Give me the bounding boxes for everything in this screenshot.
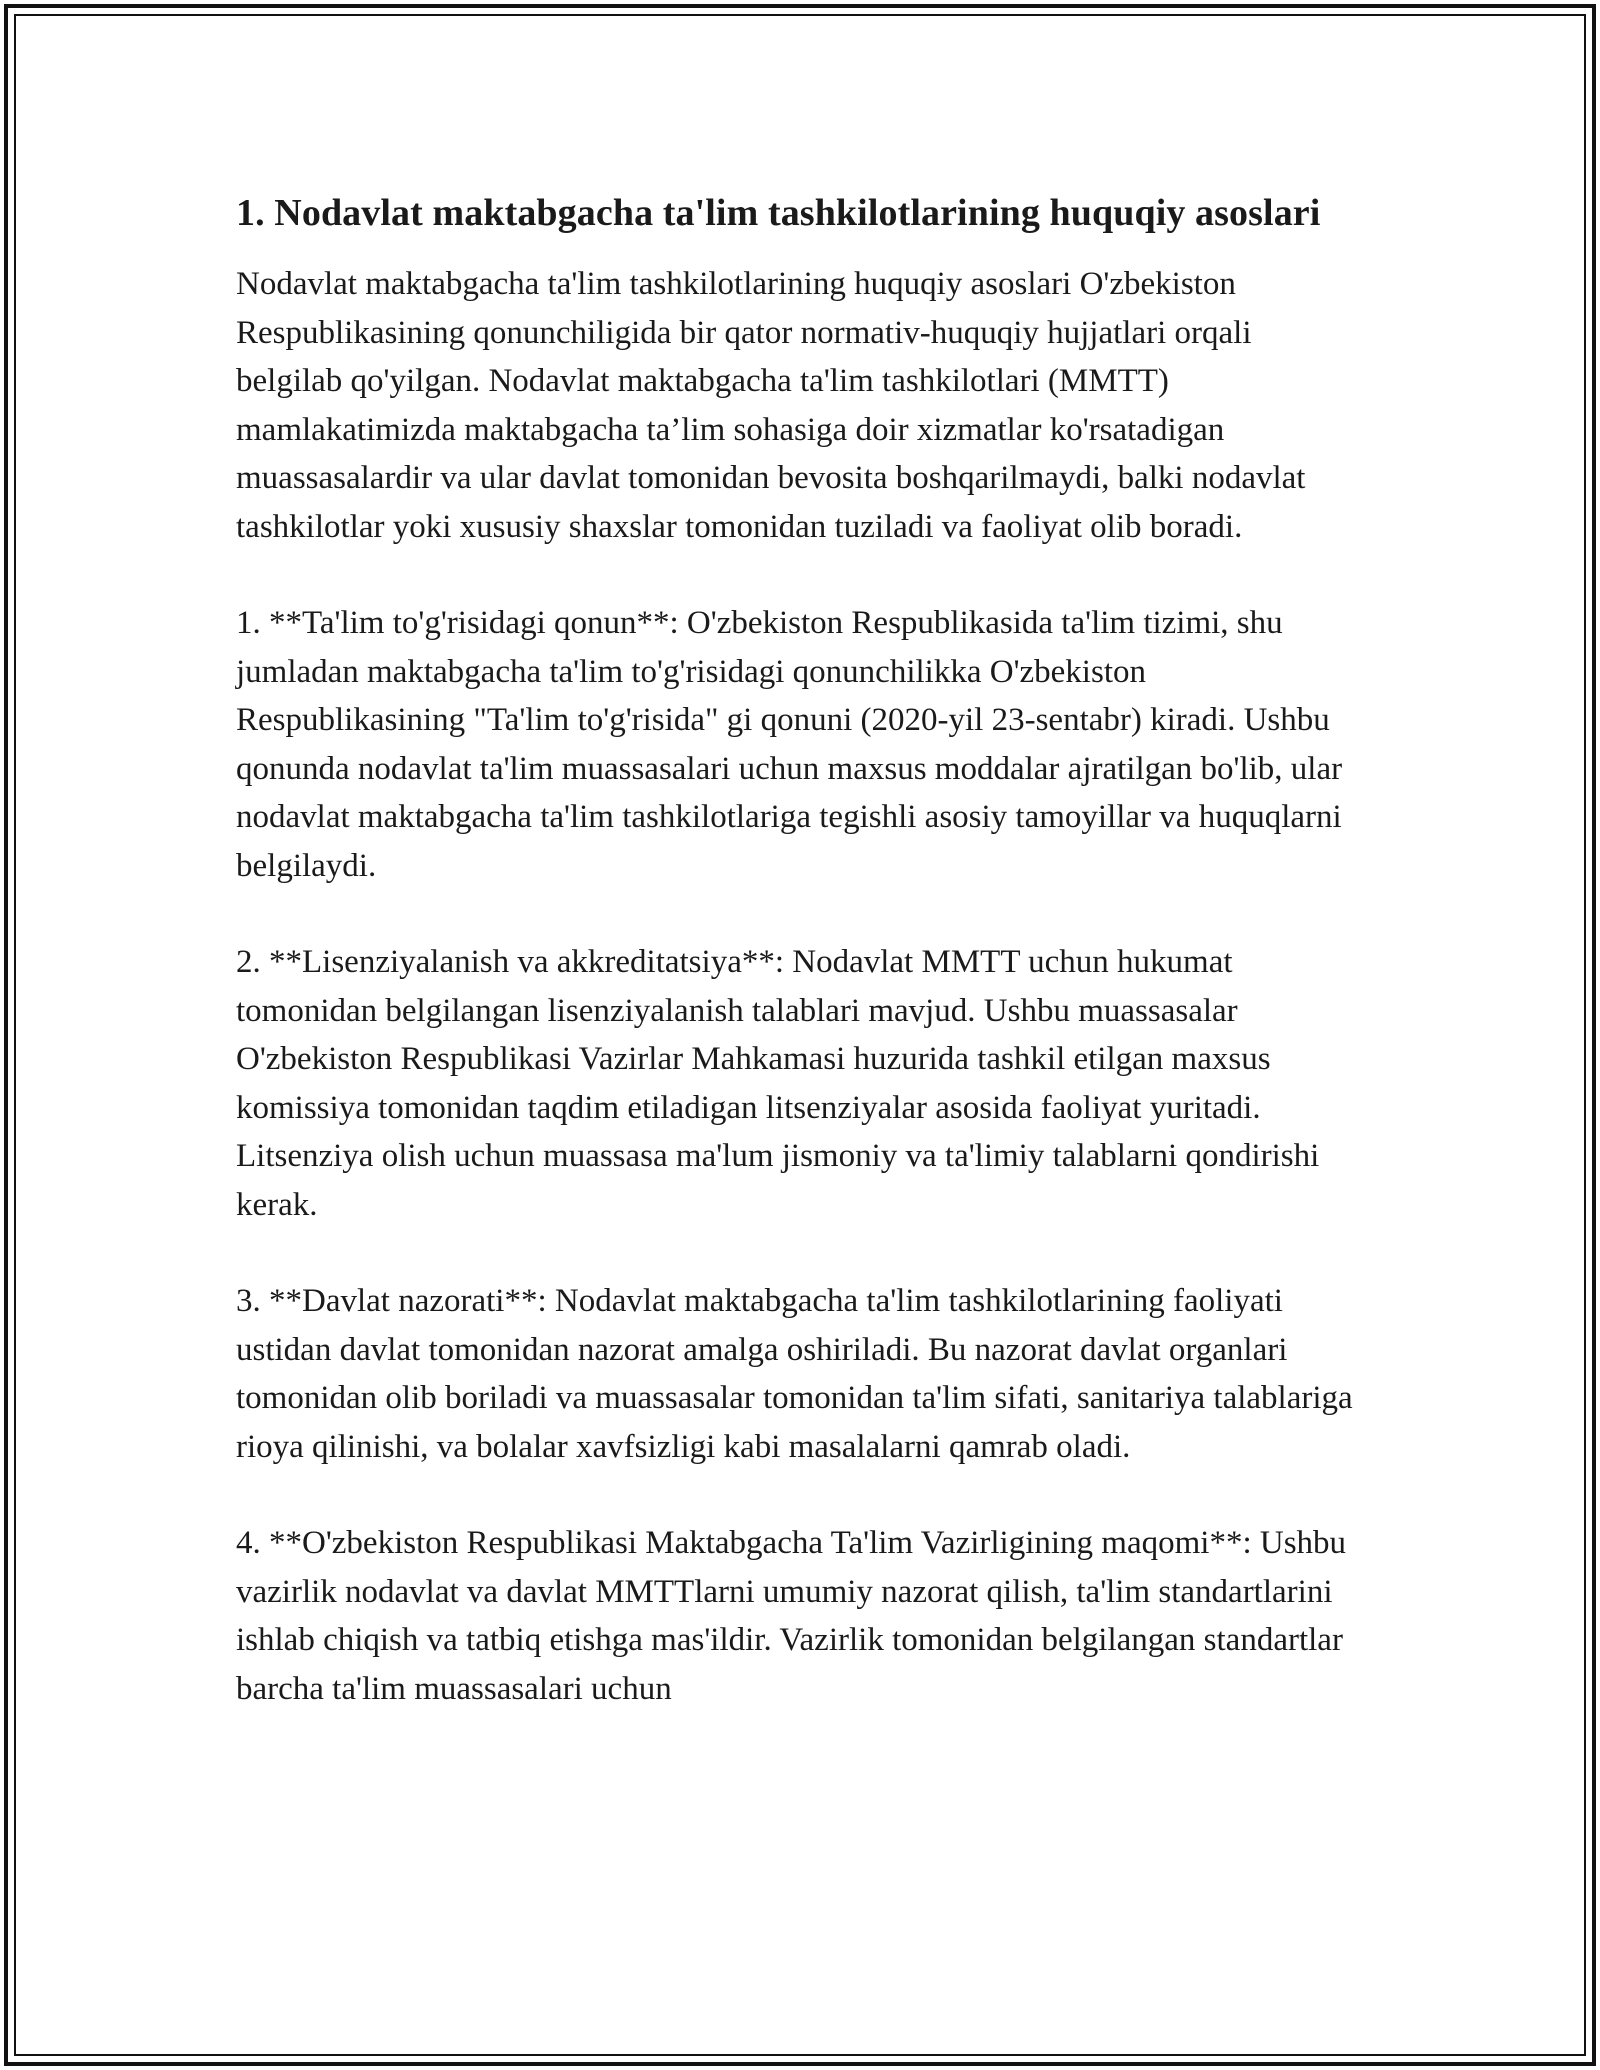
list-item-state-control: 3. **Davlat nazorati**: Nodavlat maktabgacha ta'lim tashkilotlarining faoliyati ustidan davlat tomonidan nazorat amalga oshiriladi. Bu nazorat davlat organlari tomonidan olib boriladi va muassasalar tomonidan ta'lim sifati, sanitariya talablariga rioya qilinishi, va bolalar xavfsizligi kabi masalalarni qamrab oladi.: [236, 1283, 1353, 1465]
document-body: [236, 186, 1366, 1761]
list-item-licensing: 2. **Lisenziyalanish va akkreditatsiya**: Nodavlat MMTT uchun hukumat tomonidan belgilangan lisenziyalanish talablari mavjud. Ushbu muassasalar O'zbekiston Respublikasi Vazirlar Mahkamasi huzurida tashkil etilgan maxsus komissiya tomonidan taqdim etiladigan litsenziyalar asosida faoliyat yuritadi. Litsenziya olish uchun muassasa ma'lum jismoniy va ta'limiy talablarni qondirishi kerak.: [236, 944, 1320, 1223]
list-item-ministry-status: 4. **O'zbekiston Respublikasi Maktabgacha Ta'lim Vazirligining maqomi**: Ushbu vazirlik nodavlat va davlat MMTTlarni umumiy nazorat qilish, ta'lim standartlarini ishlab chiqish va tatbiq etishga mas'ildir. Vazirlik tomonidan belgilangan standartlar barcha ta'lim muassasalari uchun: [236, 1525, 1347, 1707]
list-item-education-law: 1. **Ta'lim to'g'risidagi qonun**: O'zbekiston Respublikasida ta'lim tizimi, shu jumladan maktabgacha ta'lim to'g'risidagi qonunchilikka O'zbekiston Respublikasining "Ta'lim to'g'risida" gi qonuni (2020-yil 23-sentabr) kiradi. Ushbu qonunda nodavlat ta'lim muassasalari uchun maxsus moddalar ajratilgan bo'lib, ular nodavlat maktabgacha ta'lim tashkilotlariga tegishli asosiy tamoyillar va huquqlarni belgilaydi.: [236, 605, 1343, 884]
section-heading: 1. Nodavlat maktabgacha ta'lim tashkilotlarining huquqiy asoslari: [236, 192, 1321, 234]
intro-paragraph: Nodavlat maktabgacha ta'lim tashkilotlarining huquqiy asoslari O'zbekiston Respublikasining qonunchiligida bir qator normativ-huquqiy hujjatlari orqali belgilab qo'yilgan. Nodavlat maktabgacha ta'lim tashkilotlari (MMTT) mamlakatimizda maktabgacha ta’lim sohasiga doir xizmatlar ko'rsatadigan muassasalardir va ular davlat tomonidan bevosita boshqarilmaydi, balki nodavlat tashkilotlar yoki xususiy shaxslar tomonidan tuziladi va faoliyat olib boradi.: [236, 266, 1306, 545]
